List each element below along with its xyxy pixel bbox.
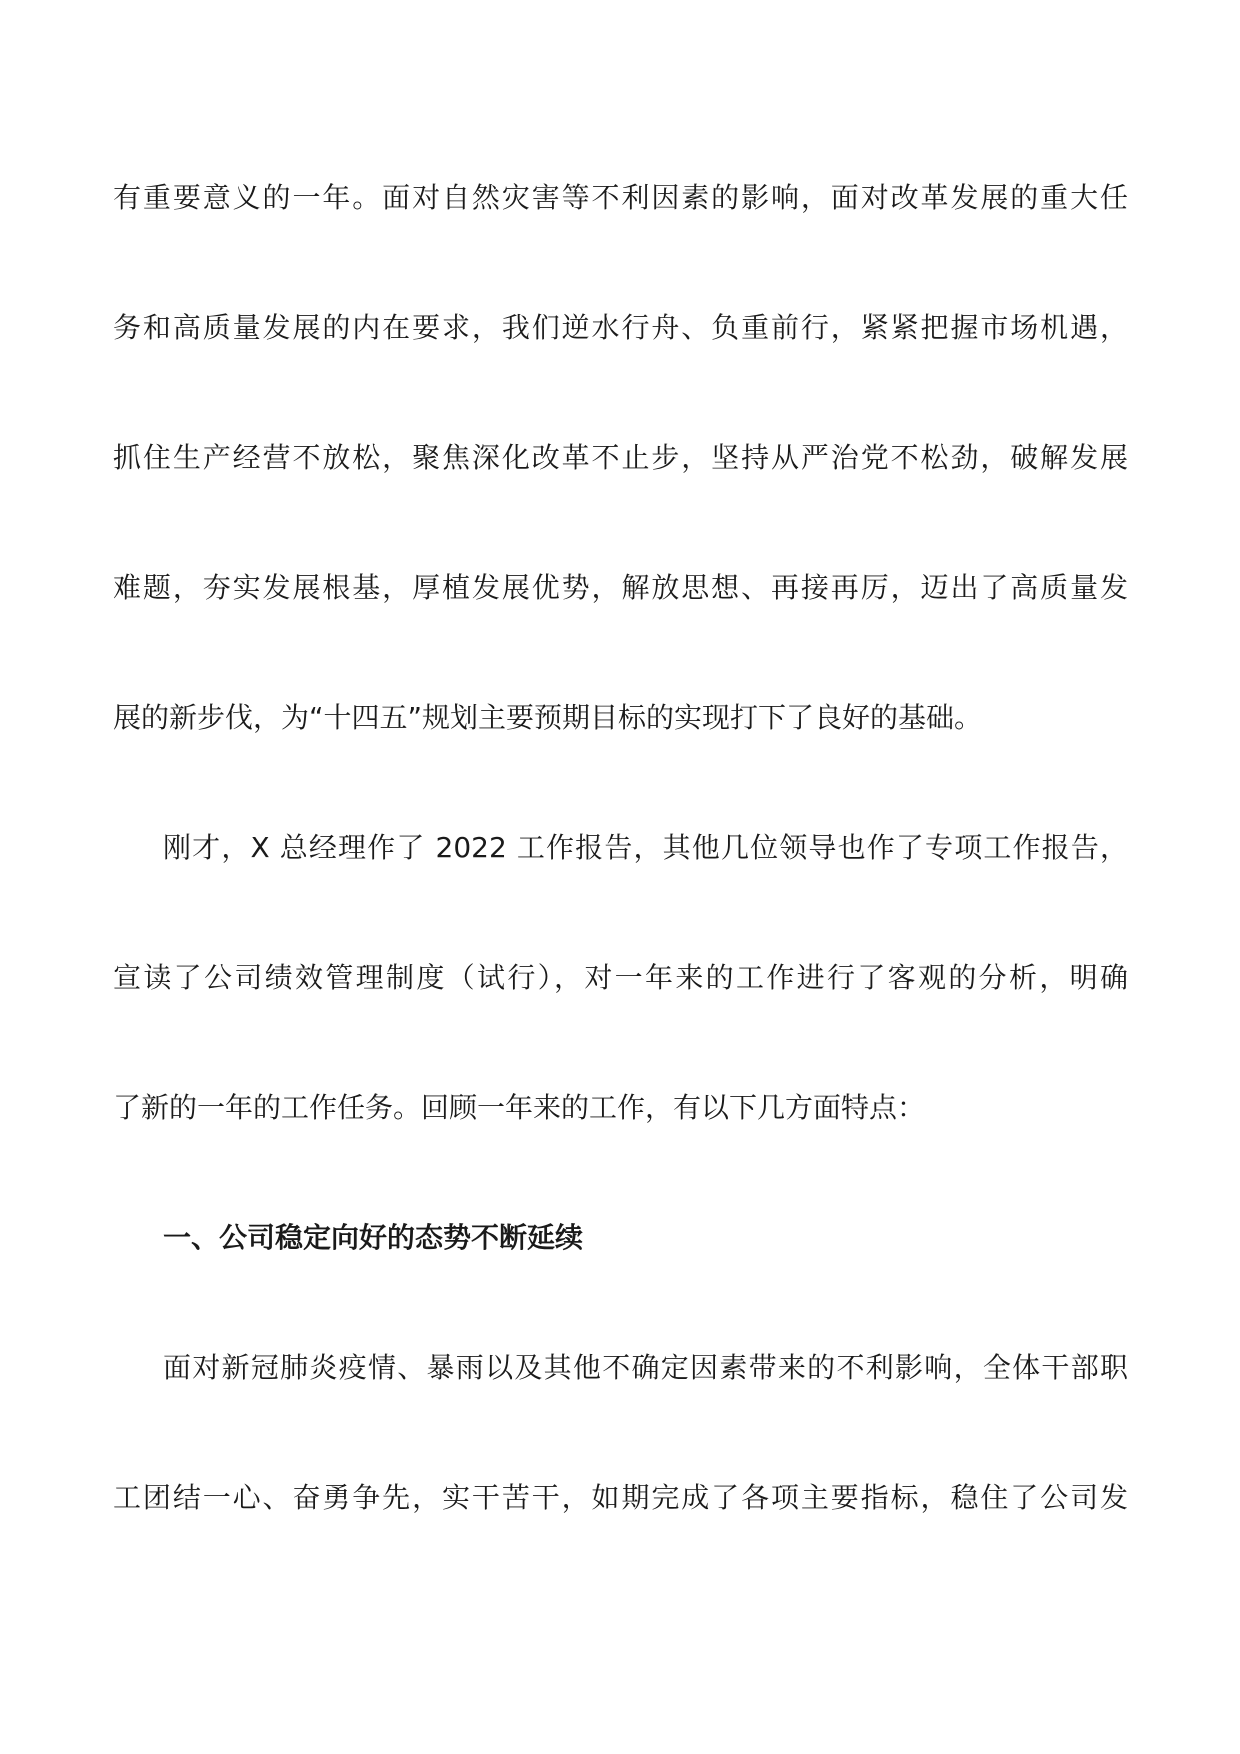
paragraph-line: 有重要意义的一年。面对自然灾害等不利因素的影响，面对改革发展的重大任 [113,181,1128,214]
section-heading: 一、公司稳定向好的态势不断延续 [163,1221,584,1254]
paragraph-line: 展的新步伐，为“十四五”规划主要预期目标的实现打下了良好的基础。 [113,701,983,734]
paragraph-line: 了新的一年的工作任务。回顾一年来的工作，有以下几方面特点： [113,1091,926,1124]
document-body [113,176,1128,1606]
paragraph-line: 刚才，X 总经理作了 2022 工作报告，其他几位领导也作了专项工作报告， [163,831,1128,864]
paragraph-line: 宣读了公司绩效管理制度（试行），对一年来的工作进行了客观的分析，明确 [113,961,1128,994]
paragraph-line: 抓住生产经营不放松，聚焦深化改革不止步，坚持从严治党不松劲，破解发展 [113,441,1128,474]
paragraph-line: 难题，夯实发展根基，厚植发展优势，解放思想、再接再厉，迈出了高质量发 [113,571,1128,604]
paragraph-line: 务和高质量发展的内在要求，我们逆水行舟、负重前行，紧紧把握市场机遇， [113,311,1128,344]
paragraph-line: 面对新冠肺炎疫情、暴雨以及其他不确定因素带来的不利影响，全体干部职 [163,1351,1128,1384]
paragraph-line: 工团结一心、奋勇争先，实干苦干，如期完成了各项主要指标，稳住了公司发 [113,1481,1128,1514]
